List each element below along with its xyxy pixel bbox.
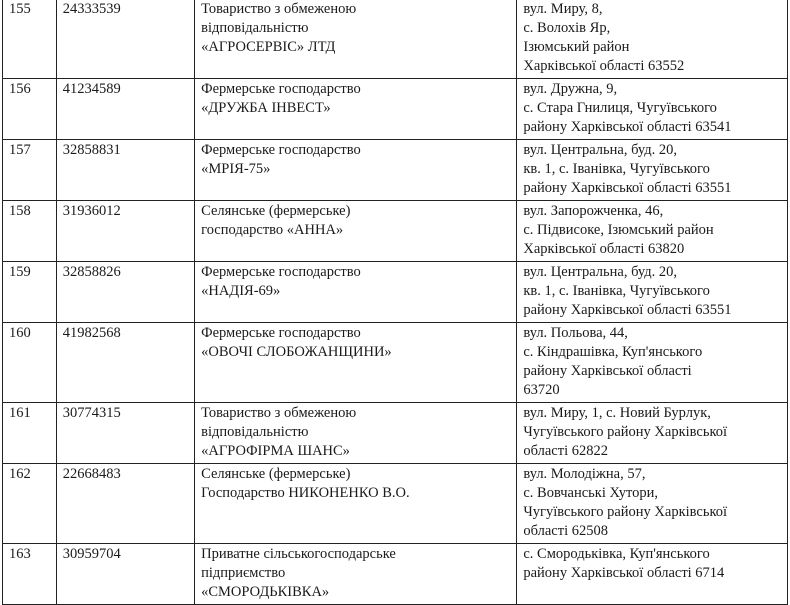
address-line: вул. Запорожченка, 46, bbox=[523, 203, 664, 219]
table-row bbox=[3, 323, 788, 403]
organization-name-cell bbox=[195, 201, 517, 262]
address-line: с. Підвисоке, Ізюмський район bbox=[523, 222, 714, 238]
table-row bbox=[3, 403, 788, 464]
address-line: району Харківської області 63551 bbox=[523, 180, 732, 196]
row-number-cell: 157 bbox=[3, 140, 57, 201]
row-number-cell: 156 bbox=[3, 79, 57, 140]
address-cell bbox=[517, 464, 788, 544]
organization-name-cell bbox=[195, 0, 517, 79]
registry-code-cell: 32858831 bbox=[56, 140, 194, 201]
organization-name-cell bbox=[195, 262, 517, 323]
row-number-cell: 163 bbox=[3, 544, 57, 605]
organization-name-line: відповідальністю bbox=[201, 424, 309, 440]
address-line: вул. Польова, 44, bbox=[523, 325, 628, 341]
organization-name-line: Фермерське господарство bbox=[201, 81, 361, 97]
address-cell bbox=[517, 323, 788, 403]
address-line: вул. Миру, 8, bbox=[523, 1, 603, 17]
organization-name-line: Фермерське господарство bbox=[201, 264, 361, 280]
organization-name-line: «МРІЯ-75» bbox=[201, 161, 271, 177]
address-line: вул. Молодіжна, 57, bbox=[523, 466, 646, 482]
organization-name-line: відповідальністю bbox=[201, 20, 309, 36]
address-line: вул. Дружна, 9, bbox=[523, 81, 618, 97]
table-row bbox=[3, 79, 788, 140]
registry-code-cell: 31936012 bbox=[56, 201, 194, 262]
address-line: 63720 bbox=[523, 382, 560, 398]
row-number-cell: 155 bbox=[3, 0, 57, 79]
registry-code-cell: 22668483 bbox=[56, 464, 194, 544]
address-cell bbox=[517, 544, 788, 605]
address-line: с. Смородьківка, Куп'янського bbox=[523, 546, 710, 562]
table-row bbox=[3, 464, 788, 544]
organization-name-line: Товариство з обмеженою bbox=[201, 405, 357, 421]
registry-code-cell: 30959704 bbox=[56, 544, 194, 605]
address-line: району Харківської області bbox=[523, 363, 692, 379]
address-line: Чугуївського району Харківської bbox=[523, 504, 728, 520]
registry-code-cell: 41234589 bbox=[56, 79, 194, 140]
table-row bbox=[3, 544, 788, 605]
address-line: Харківської області 63820 bbox=[523, 241, 685, 257]
address-line: району Харківської області 63551 bbox=[523, 302, 732, 318]
organization-name-line: Приватне сільськогосподарське bbox=[201, 546, 396, 562]
organization-name-cell bbox=[195, 140, 517, 201]
organization-name-cell bbox=[195, 323, 517, 403]
organization-name-cell bbox=[195, 544, 517, 605]
address-line: кв. 1, с. Іванівка, Чугуївського bbox=[523, 283, 710, 299]
organization-name-cell bbox=[195, 79, 517, 140]
address-line: кв. 1, с. Іванівка, Чугуївського bbox=[523, 161, 710, 177]
row-number-cell: 162 bbox=[3, 464, 57, 544]
address-line: Харківської області 63552 bbox=[523, 58, 685, 74]
organization-name-cell bbox=[195, 403, 517, 464]
address-cell bbox=[517, 0, 788, 79]
registry-table-body bbox=[3, 0, 788, 605]
registry-code-cell: 24333539 bbox=[56, 0, 194, 79]
address-line: с. Кіндрашівка, Куп'янського bbox=[523, 344, 703, 360]
address-cell bbox=[517, 201, 788, 262]
address-line: с. Волохів Яр, bbox=[523, 20, 611, 36]
address-line: с. Стара Гнилиця, Чугуївського bbox=[523, 100, 717, 116]
address-line: с. Вовчанські Хутори, bbox=[523, 485, 658, 501]
address-line: вул. Центральна, буд. 20, bbox=[523, 142, 678, 158]
address-line: Ізюмський район bbox=[523, 39, 630, 55]
organization-name-line: «АГРОФІРМА ШАНС» bbox=[201, 443, 350, 459]
address-line: району Харківської області 63541 bbox=[523, 119, 732, 135]
address-cell bbox=[517, 262, 788, 323]
address-line: району Харківської області 6714 bbox=[523, 565, 725, 581]
table-row bbox=[3, 262, 788, 323]
address-line: вул. Центральна, буд. 20, bbox=[523, 264, 678, 280]
registry-code-cell: 32858826 bbox=[56, 262, 194, 323]
row-number-cell: 158 bbox=[3, 201, 57, 262]
address-line: Чугуївського району Харківської bbox=[523, 424, 728, 440]
organization-name-line: «ОВОЧІ СЛОБОЖАНЩИНИ» bbox=[201, 344, 392, 360]
address-line: області 62822 bbox=[523, 443, 608, 459]
organization-name-line: підприємство bbox=[201, 565, 286, 581]
table-row bbox=[3, 0, 788, 79]
address-line: вул. Миру, 1, с. Новий Бурлук, bbox=[523, 405, 711, 421]
organization-name-line: господарство «АННА» bbox=[201, 222, 344, 238]
organization-name-line: «ДРУЖБА ІНВЕСТ» bbox=[201, 100, 331, 116]
row-number-cell: 160 bbox=[3, 323, 57, 403]
address-cell bbox=[517, 403, 788, 464]
address-cell bbox=[517, 140, 788, 201]
table-row bbox=[3, 140, 788, 201]
registry-table bbox=[2, 0, 788, 605]
table-row bbox=[3, 201, 788, 262]
organization-name-line: Фермерське господарство bbox=[201, 142, 361, 158]
organization-name-line: Господарство НИКОНЕНКО В.О. bbox=[201, 485, 410, 501]
registry-code-cell: 30774315 bbox=[56, 403, 194, 464]
organization-name-line: «НАДІЯ-69» bbox=[201, 283, 281, 299]
address-cell bbox=[517, 79, 788, 140]
organization-name-line: Селянське (фермерське) bbox=[201, 466, 351, 482]
address-line: області 62508 bbox=[523, 523, 608, 539]
registry-code-cell: 41982568 bbox=[56, 323, 194, 403]
organization-name-line: «СМОРОДЬКІВКА» bbox=[201, 584, 330, 600]
organization-name-line: Фермерське господарство bbox=[201, 325, 361, 341]
organization-name-line: «АГРОСЕРВІС» ЛТД bbox=[201, 39, 336, 55]
row-number-cell: 161 bbox=[3, 403, 57, 464]
organization-name-cell bbox=[195, 464, 517, 544]
organization-name-line: Товариство з обмеженою bbox=[201, 1, 357, 17]
organization-name-line: Селянське (фермерське) bbox=[201, 203, 351, 219]
row-number-cell: 159 bbox=[3, 262, 57, 323]
